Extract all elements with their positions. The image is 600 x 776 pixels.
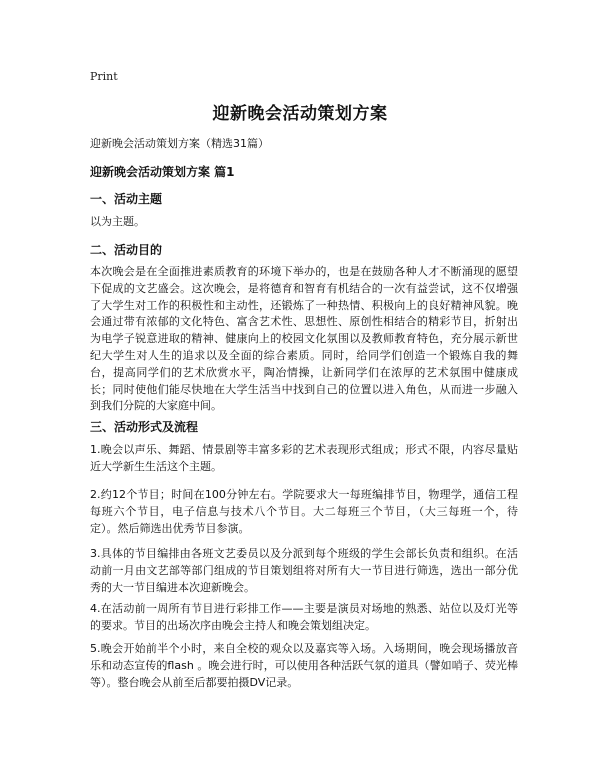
document-subtitle: 迎新晚会活动策划方案（精选31篇） — [90, 137, 269, 150]
section-paragraph: 5.晚会开始前半个小时，来自全校的观众以及嘉宾等入场。入场期间，晚会现场播放音乐和动态宣传的flash 。晚会进行时，可以使用各种活跃气氛的道具（譬如哨子、荧光棒等）。整台晚会从前至后都要拍摄DV记录。 — [90, 642, 518, 689]
document-title: 迎新晚会活动策划方案 — [212, 104, 388, 124]
section-paragraph: 4.在活动前一周所有节目进行彩排工作——主要是演员对场地的熟悉、站位以及灯光等的要求。节目的出场次序由晚会主持人和晚会策划组决定。 — [90, 602, 518, 632]
section-heading-theme: 一、活动主题 — [90, 192, 163, 206]
section-paragraph: 本次晚会是在全面推进素质教育的环境下举办的，也是在鼓励各种人才不断涌现的愿望下促成的文艺盛会。这次晚会，是将德育和智育有机结合的一次有益尝试，这不仅增强了大学生对工作的积极性和主动性，还锻炼了一种热情、积极向上的良好精神风貌。晚会通过带有浓郁的文化特色、富含艺术性、思想性、原创性相结合的精彩节目，折射出为电学子锐意进取的精神、健康向上的校园文化氛围以及教师教育特色，充分展示新世纪大学生对人生的追求以及全面的综合素质。同时，给同学们创造一个锻炼自我的舞台，提高同学们的艺术欣赏水平，陶冶情操，让新同学们在浓厚的艺术氛围中健康成长；同时使他们能尽快地在大学生活当中找到自己的位置以进入角色，从而进一步融入到我们分院的大家庭中间。 — [90, 265, 518, 413]
section-heading-format: 三、活动形式及流程 — [90, 420, 199, 434]
section-paragraph: 1.晚会以声乐、舞蹈、情景剧等丰富多彩的艺术表现形式组成；形式不限，内容尽量贴近大学新生生活这个主题。 — [90, 443, 518, 473]
print-link[interactable]: Print — [90, 70, 118, 83]
section-paragraph: 3.具体的节目编排由各班文艺委员以及分派到每个班级的学生会部长负责和组织。在活动前一月由文艺部等部门组成的节目策划组将对所有大一节目进行筛选，选出一部分优秀的大一节目编进本次迎新晚会。 — [90, 547, 518, 594]
article-heading: 迎新晚会活动策划方案 篇1 — [90, 165, 235, 179]
section-heading-purpose: 二、活动目的 — [90, 243, 163, 257]
section-paragraph: 以为主题。 — [90, 215, 145, 228]
section-paragraph: 2.约12个节目；时间在100分钟左右。学院要求大一每班编排节目，物理学，通信工程每班六个节目，电子信息与技术八个节目。大二每班三个节目，（大三每班一个，待定）。然后筛选出优秀节目参演。 — [90, 488, 518, 535]
